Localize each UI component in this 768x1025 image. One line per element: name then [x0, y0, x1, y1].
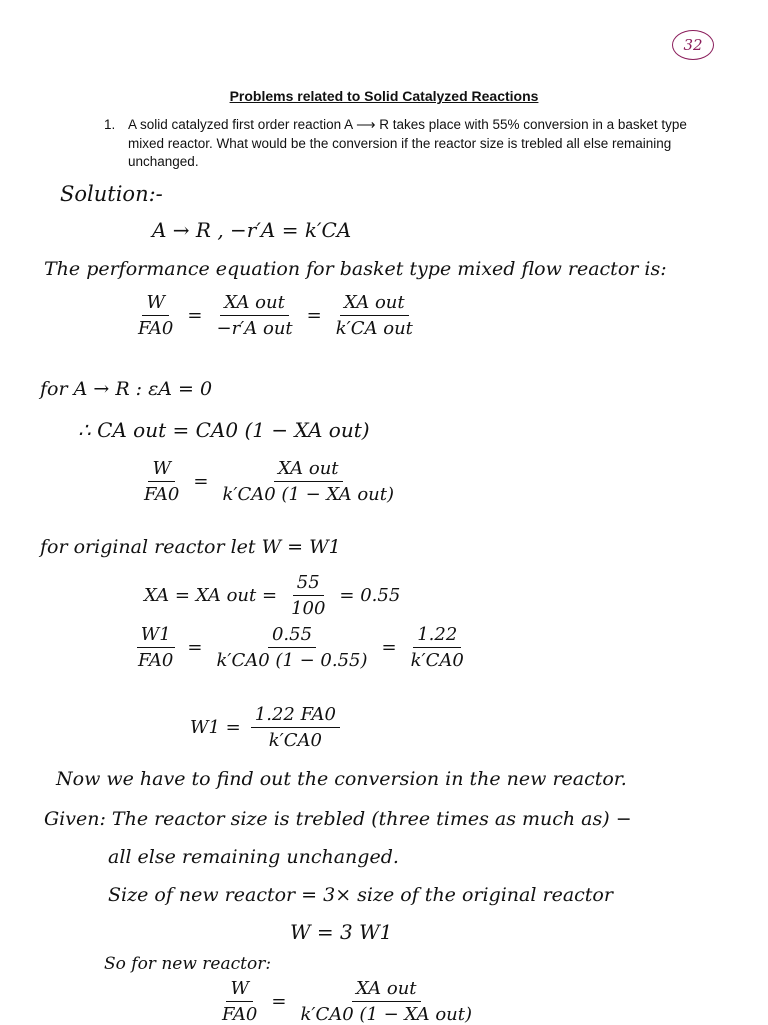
- w-equals-3w1: W = 3 W1: [290, 920, 393, 944]
- page-number-badge: 32: [672, 30, 714, 60]
- problem-number: 1.: [104, 117, 116, 132]
- concentration-line: ∴ CA out = CA0 (1 − XA out): [78, 418, 370, 442]
- new-reactor-equation: $\frac{W}{FA0}$ = $\frac{\text{XA out}}{\text{k′CA0 (1 − XA out)}}$: [222, 978, 473, 1025]
- new-reactor-intro: Now we have to find out the conversion in the new reactor.: [56, 768, 627, 790]
- performance-equation-text: The performance equation for basket type mixed flow reactor is:: [44, 258, 667, 280]
- w1-result: W1 = $\frac{1.22 FA0}{k'CA0}$: [190, 704, 340, 751]
- fraction-xa-over-rate: $\frac{\text{XA out}}{\text{−r′A out}}$: [216, 292, 293, 339]
- problem-statement: [104, 116, 704, 172]
- fraction-xa-over-kca: $\frac{\text{XA out}}{\text{k′CA out}}$: [335, 292, 413, 339]
- problem-text: A solid catalyzed first order reaction A ⟶ R takes place with 55% conversion in a basket type mixed reactor. What would be the conversion if the reactor size is trebled all else remaining unchanged.: [128, 117, 687, 169]
- fraction-w-over-fa0: $\frac{W}{FA0}$: [138, 292, 174, 339]
- given-line: Given: The reactor size is trebled (three times as much as) −: [44, 808, 632, 830]
- epsilon-line: for A → R : εA = 0: [40, 378, 213, 400]
- reaction-rate-expression: A → R , −r′A = k′CA: [152, 218, 352, 242]
- solution-heading: Solution:-: [60, 182, 163, 206]
- page-title: Problems related to Solid Catalyzed Reactions: [229, 88, 539, 104]
- new-reactor-size-line: Size of new reactor = 3× size of the original reactor: [108, 884, 613, 906]
- performance-equation: $\frac{W}{FA0}$ = $\frac{\text{XA out}}{\text{−r′A out}}$ = $\frac{\text{XA out}}{\text{k′CA out}}$: [134, 292, 417, 339]
- given-line-continued: all else remaining unchanged.: [108, 846, 399, 868]
- design-equation: $\frac{W}{FA0}$ = $\frac{\text{XA out}}{\text{k′CA0 (1 − XA out)}}$: [144, 458, 395, 505]
- original-reactor-line: for original reactor let W = W1: [40, 536, 341, 558]
- new-reactor-label: So for new reactor:: [104, 954, 272, 974]
- w1-equation: $\frac{W1}{FA0}$ = $\frac{0.55}{k'CA0 (1 - 0.55)}$ = $\frac{1.22}{k'CA0}$: [138, 624, 464, 671]
- conversion-line: XA = XA out = $\frac{55}{100}$ = 0.55: [144, 572, 401, 619]
